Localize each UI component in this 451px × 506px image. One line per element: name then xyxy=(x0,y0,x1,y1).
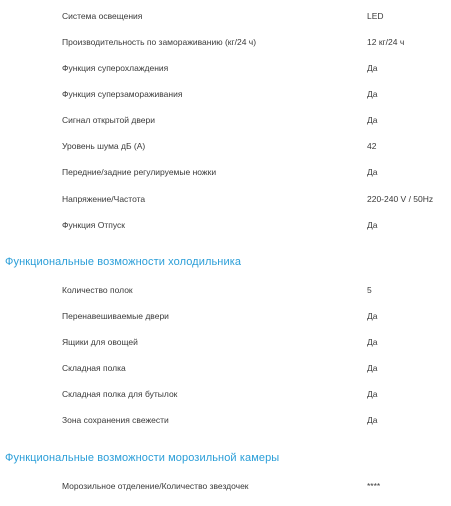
spec-label: Складная полка для бутылок xyxy=(62,389,178,399)
spec-row-supercooling xyxy=(0,62,451,88)
spec-value: LED xyxy=(367,11,384,21)
section-title-freezer: Функциональные возможности морозильной камеры xyxy=(5,452,280,464)
spec-value: Да xyxy=(367,167,378,177)
spec-value: Да xyxy=(367,63,378,73)
spec-label: Складная полка xyxy=(62,363,126,373)
spec-label: Передние/задние регулируемые ножки xyxy=(62,167,217,177)
spec-row-star-rating xyxy=(0,480,451,506)
spec-row-voltage xyxy=(0,193,451,219)
spec-row-freezing-capacity xyxy=(0,36,451,62)
spec-label: Производительность по замораживанию (кг/24 ч) xyxy=(62,37,257,47)
spec-row-holiday-mode xyxy=(0,219,451,245)
spec-label: Зона сохранения свежести xyxy=(62,415,169,425)
spec-label: Морозильное отделение/Количество звездочек xyxy=(62,481,249,491)
spec-row-vegetable-drawers xyxy=(0,336,451,362)
spec-row-freshness-zone xyxy=(0,414,451,440)
spec-label: Ящики для овощей xyxy=(62,337,138,347)
spec-row-noise-level xyxy=(0,140,451,166)
spec-label: Функция суперзамораживания xyxy=(62,89,183,99)
spec-label: Сигнал открытой двери xyxy=(62,115,155,125)
spec-label: Напряжение/Частота xyxy=(62,194,146,204)
spec-row-reversible-doors xyxy=(0,310,451,336)
spec-row-shelf-count xyxy=(0,284,451,310)
spec-row-folding-shelf xyxy=(0,362,451,388)
spec-value: Да xyxy=(367,337,378,347)
spec-label: Функция Отпуск xyxy=(62,220,125,230)
spec-label: Функция суперохлаждения xyxy=(62,63,169,73)
spec-label: Система освещения xyxy=(62,11,143,21)
spec-value: 12 кг/24 ч xyxy=(367,37,405,47)
spec-value: Да xyxy=(367,220,378,230)
spec-row-adjustable-feet xyxy=(0,166,451,192)
spec-label: Количество полок xyxy=(62,285,133,295)
spec-label: Перенавешиваемые двери xyxy=(62,311,169,321)
spec-row-bottle-shelf xyxy=(0,388,451,414)
spec-row-superfreezing xyxy=(0,88,451,114)
spec-value: Да xyxy=(367,89,378,99)
spec-row-door-alarm xyxy=(0,114,451,140)
spec-value: Да xyxy=(367,389,378,399)
spec-value: Да xyxy=(367,311,378,321)
spec-label: Уровень шума дБ (А) xyxy=(62,141,146,151)
section-title-fridge: Функциональные возможности холодильника xyxy=(5,256,242,268)
spec-value: 5 xyxy=(367,285,372,295)
spec-value: Да xyxy=(367,415,378,425)
spec-value: 42 xyxy=(367,141,377,151)
spec-value: **** xyxy=(367,481,381,491)
spec-value: Да xyxy=(367,115,378,125)
spec-value: Да xyxy=(367,363,378,373)
spec-value: 220-240 V / 50Hz xyxy=(367,194,434,204)
spec-row-lighting xyxy=(0,10,451,36)
